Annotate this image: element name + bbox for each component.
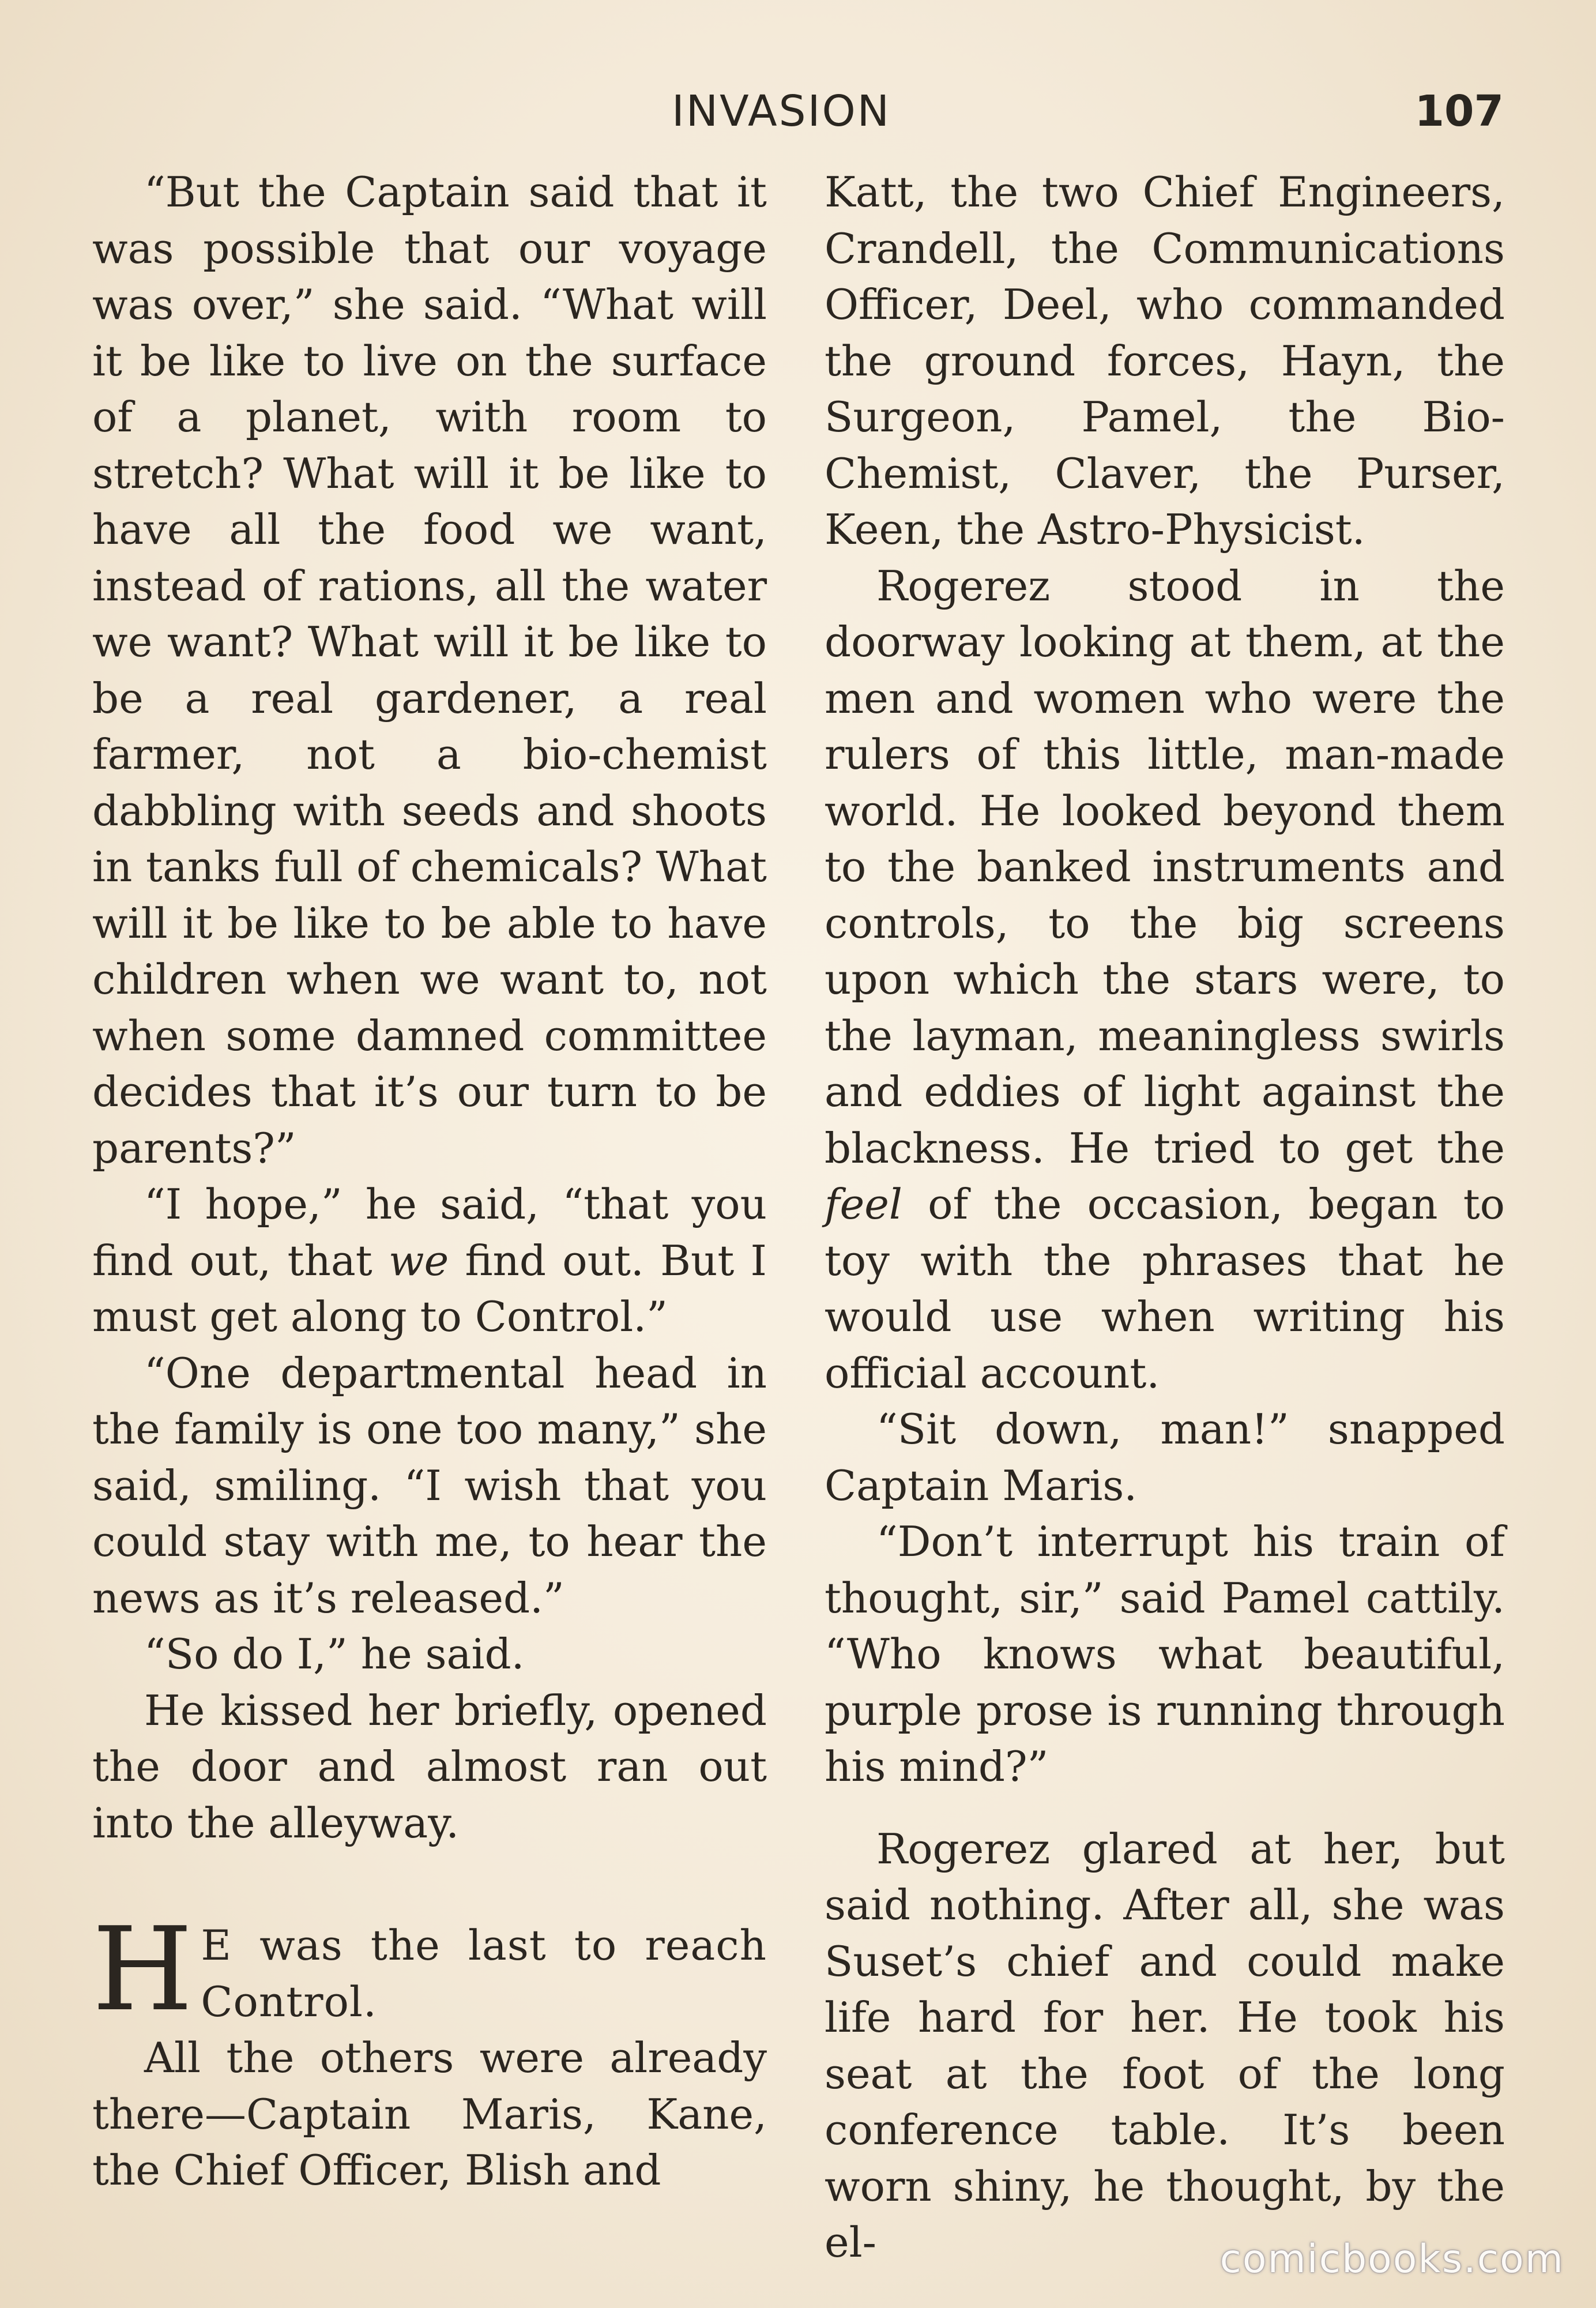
paragraph: He kissed her briefly, opened the door and almost ran out into the alleyway. [92,1686,767,1847]
text-run: Rogerez stood in the doorway looking at them, at the men and women who were the rulers of this little, man-made world. He looked beyond them to the banked instruments and controls, to the big screens upon which the stars were, to the layman, meaningless swirls and eddies of light against the blackness. He tried to get the [825,561,1505,1172]
paragraph: “Sit down, man!” snapped Captain Maris. [825,1405,1505,1510]
paragraph [92,1176,767,1345]
section-opening-paragraph [92,1903,767,2037]
italic-text: feel [825,1180,902,1228]
section-break [825,1795,1505,1821]
right-column [825,164,1505,2271]
watermark: comicbooks.com [1219,2236,1564,2282]
running-head [0,87,1596,144]
running-title: INVASION [671,87,891,136]
paragraph: Katt, the two Chief Engineers, Crandell, the Communications Officer, Deel, who commanded the ground forces, Hayn, the Surgeon, Pamel, the Bio-Chemist, Claver, the Purser, Keen, the Astro-Physicist. [825,168,1505,554]
paragraph [825,558,1505,1402]
page-number: 107 [1414,87,1504,136]
text-run: of the occasion, began to toy with the phrases that he would use when writing his official account. [825,1180,1505,1397]
text-run: “I hope,” he said, “that you find out, that [92,1180,767,1285]
paragraph: “One departmental head in the family is one too many,” she said, smiling. “I wish that you could stay with me, to hear the news as it’s released.” [92,1348,767,1622]
italic-text: we [389,1236,449,1285]
paragraph: Rogerez glared at her, but said nothing. After all, she was Suset’s chief and could make life hard for her. He took his seat at the foot of the long conference table. It’s been worn shiny, he thought, by the el- [825,1824,1505,2266]
paragraph: “But the Captain said that it was possible that our voyage was over,” she said. “What will it be like to live on the surface of a planet, with room to stretch? What will it be like to have all the food we want, instead of rations, all the water we want? What will it be like to be a real gardener, a real farmer, not a bio-chemist dabbling with seeds and shoots in tanks full of chemicals? What will it be like to be able to have children when we want to, not when some damned committee decides that it’s our turn to be parents?” [92,168,767,1172]
drop-cap: H [92,1903,193,2037]
text-run: E was the last to reach Control. [201,1921,767,2026]
left-column [92,164,767,2199]
text-run: find out. But I must get along to Control.” [92,1236,767,1341]
section-break [92,1851,767,1918]
paragraph: All the others were already there—Captain Maris, Kane, the Chief Officer, Blish and [92,2033,767,2194]
paragraph: “So do I,” he said. [144,1630,525,1678]
paragraph: “Don’t interrupt his train of thought, sir,” said Pamel cattily. “Who knows what beautiful, purple prose is running through his mind?” [825,1517,1505,1791]
